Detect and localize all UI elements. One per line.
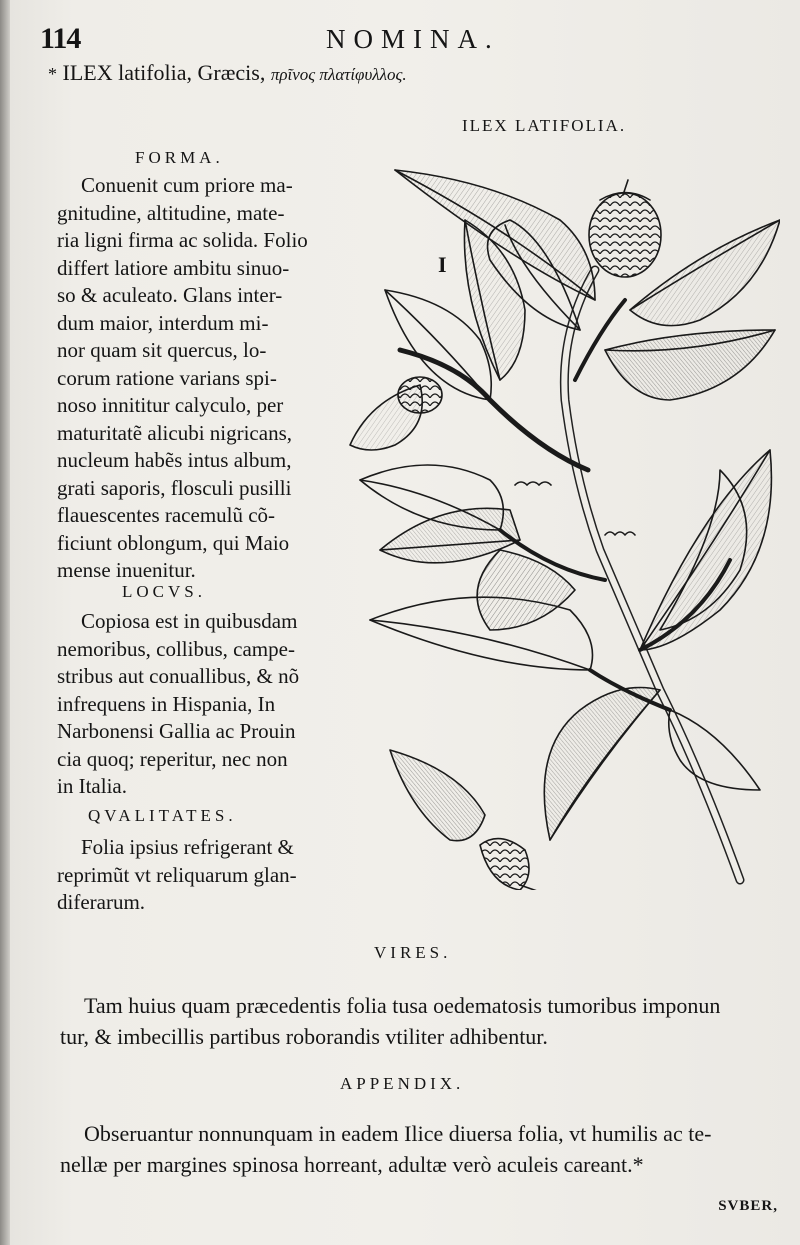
text-line: stribus aut conuallibus, & nõ — [57, 664, 300, 688]
leaf — [477, 550, 575, 630]
text-line: noso innititur calyculo, per — [57, 393, 284, 417]
entry-title — [48, 60, 407, 86]
book-page — [10, 0, 800, 1245]
detached-acorn — [390, 750, 485, 841]
qualitates-paragraph — [57, 834, 297, 917]
text-line: Narbonensi Gallia ac Prouin — [57, 719, 296, 743]
text-line: nor quam sit quercus, lo- — [57, 338, 267, 362]
text-line: nucleum habẽs intus album, — [57, 448, 292, 472]
text-line: Obseruantur nonnunquam in eadem Ilice diuersa folia, vt humilis ac te- — [84, 1121, 712, 1146]
leaf — [640, 450, 771, 650]
text-line: mense inuenitur. — [57, 558, 196, 582]
entry-title-greek: πρῖνος πλατίφυλλος. — [270, 65, 407, 84]
leaf — [605, 330, 775, 400]
text-line: diferarum. — [57, 890, 146, 914]
forma-paragraph — [57, 172, 308, 585]
running-head: NOMINA. — [326, 24, 500, 54]
detached-cup — [480, 839, 540, 890]
acorn-cup-top — [589, 180, 661, 277]
text-line: Conuenit cum priore ma- — [81, 173, 293, 197]
text-line: Copiosa est in quibusdam — [81, 609, 298, 633]
ilex-woodcut-illustration — [340, 150, 780, 890]
text-line: tur, & imbecillis partibus roborandis vtiliter adhibentur. — [60, 1024, 548, 1049]
text-line: infrequens in Hispania, In — [57, 691, 276, 716]
text-line: maturitatẽ alicubi nigricans, — [57, 420, 292, 445]
vires-paragraph — [60, 990, 721, 1052]
text-line: in Italia. — [57, 774, 127, 798]
section-heading-qualitates: QVALITATES. — [88, 806, 237, 825]
text-line: differt latiore ambitu sinuo- — [57, 255, 290, 280]
text-line: grati saporis, flosculi pusilli — [57, 475, 292, 500]
text-line: so & aculeato. Glans inter- — [57, 283, 283, 307]
page-gutter-shadow — [0, 0, 10, 1245]
figure-number: I — [438, 252, 447, 277]
section-heading-appendix: APPENDIX. — [340, 1074, 465, 1093]
text-line: gnitudine, altitudine, mate- — [57, 200, 285, 225]
text-line: Folia ipsius refrigerant & — [81, 835, 294, 859]
section-heading-locus: LOCVS. — [122, 582, 206, 601]
catkin — [515, 482, 551, 485]
text-line: ficiunt oblongum, qui Maio — [57, 530, 290, 555]
acorn-left — [350, 377, 442, 450]
text-line: flauescentes racemulũ cõ- — [57, 503, 276, 527]
figure-caption: ILEX LATIFOLIA. — [462, 116, 627, 135]
text-line: Tam huius quam præcedentis folia tusa oedematosis tumoribus imponun — [84, 993, 721, 1018]
leaf — [544, 688, 660, 841]
asterisk-mark: * — [48, 64, 57, 84]
leaf — [669, 710, 760, 790]
text-line: nellæ per margines spinosa horreant, adultæ verò aculeis careant.* — [60, 1152, 644, 1177]
locus-paragraph — [57, 608, 299, 801]
page-number: 114 — [40, 22, 81, 55]
text-line: cia quoq; reperitur, nec non — [57, 746, 288, 771]
entry-title-latin: ILEX latifolia, Græcis, — [62, 60, 266, 85]
section-heading-forma: FORMA. — [135, 148, 224, 167]
appendix-paragraph — [60, 1118, 712, 1180]
text-line: dum maior, interdum mi- — [57, 310, 269, 335]
text-line: reprimũt vt reliquarum glan- — [57, 862, 297, 887]
text-line: corum ratione varians spi- — [57, 365, 277, 390]
text-line: ria ligni firma ac solida. Folio — [57, 228, 308, 252]
text-line: nemoribus, collibus, campe- — [57, 636, 295, 661]
catkin — [605, 532, 635, 535]
section-heading-vires: VIRES. — [374, 943, 452, 962]
catchword: SVBER, — [718, 1198, 778, 1214]
